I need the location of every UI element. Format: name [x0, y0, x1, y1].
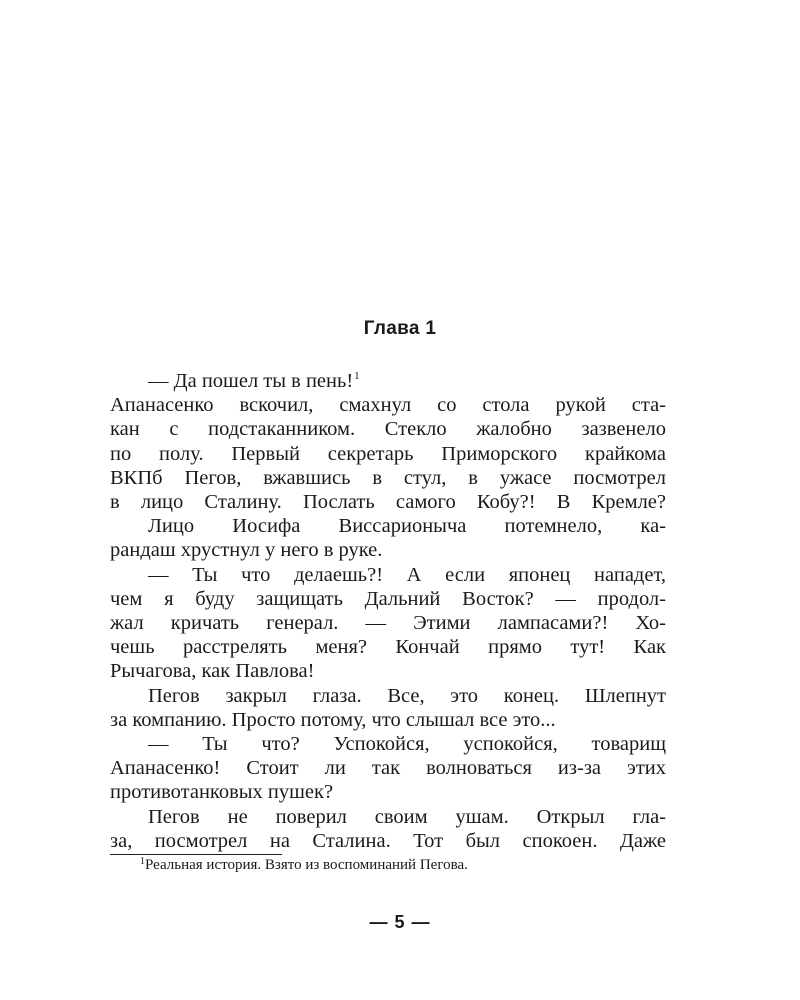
- text-line: — Ты что? Успокойся, успокойся, товарищ: [148, 733, 666, 756]
- text-line: рандаш хрустнул у него в руке.: [110, 539, 383, 562]
- text-line: Рычагова, как Павлова!: [110, 660, 315, 683]
- footnote: [140, 856, 468, 874]
- text-line: Пегов не поверил своим ушам. Открыл гла-: [148, 805, 666, 828]
- text-line: — Ты что делаешь?! А если японец нападет,: [148, 563, 666, 586]
- text-line-content: — Да пошел ты в пень!: [148, 370, 354, 392]
- footnote-text: Реальная история. Взято из воспоминаний Пегова.: [145, 857, 468, 873]
- text-line: жал кричать генерал. — Этими лампасами?! Хо-: [110, 612, 666, 635]
- text-line: Лицо Иосифа Виссарионыча потемнело, ка-: [148, 515, 666, 538]
- text-line: чем я буду защищать Дальний Восток? — продол-: [110, 587, 666, 610]
- chapter-title: Глава 1: [363, 318, 437, 339]
- text-line: Апанасенко вскочил, смахнул со стола рукой ста-: [110, 394, 666, 417]
- text-line: кан с подстаканником. Стекло жалобно зазвенело: [110, 418, 666, 441]
- page-number: — 5 —: [369, 912, 431, 932]
- text-line: по полу. Первый секретарь Приморского крайкома: [110, 442, 666, 465]
- text-line: за компанию. Просто потому, что слышал все это...: [110, 708, 556, 731]
- text-line: Апанасенко! Стоит ли так волноваться из-за этих: [110, 757, 666, 780]
- text-line: противотанковых пушек?: [110, 781, 334, 804]
- text-line: [110, 364, 666, 393]
- text-line: Пегов закрыл глаза. Все, это конец. Шлепнут: [148, 684, 666, 707]
- body-text: [110, 364, 666, 853]
- text-line: чешь расстрелять меня? Кончай прямо тут! Как: [110, 636, 666, 659]
- text-line: в лицо Сталину. Послать самого Кобу?! В Кремле?: [110, 491, 666, 514]
- text-line: за, посмотрел на Сталина. Тот был спокоен. Даже: [110, 829, 666, 852]
- footnote-mark: 1: [140, 856, 145, 867]
- footnote-reference[interactable]: 1: [354, 370, 360, 382]
- footnote-divider: [110, 854, 282, 855]
- text-line: ВКПб Пегов, вжавшись в стул, в ужасе посмотрел: [110, 466, 666, 489]
